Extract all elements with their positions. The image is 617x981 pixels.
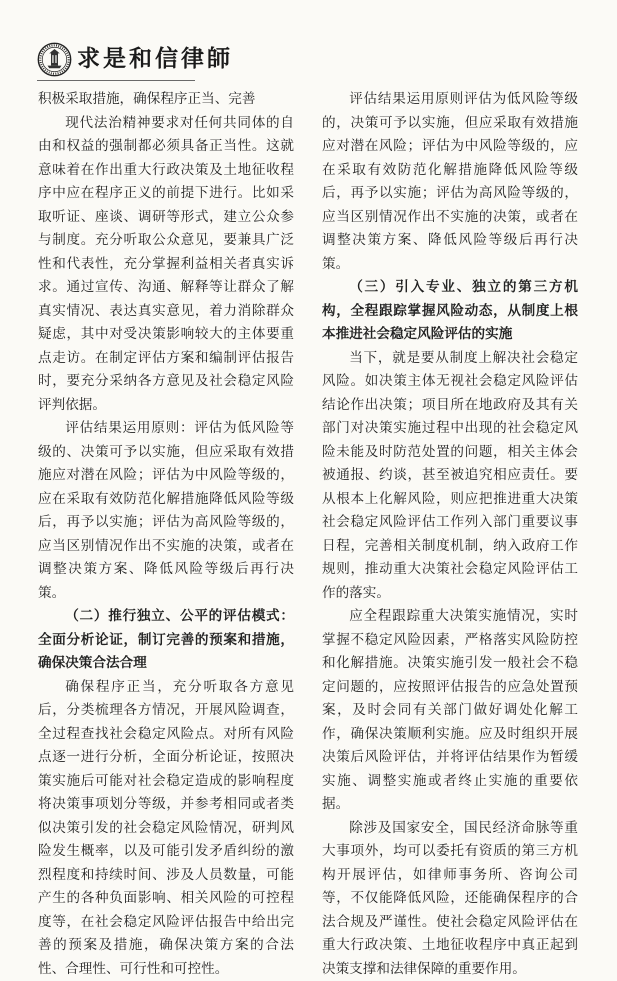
body-paragraph: 评估结果运用原则评估为低风险等级的，决策可予以实施，但应采取有效措施应对潜在风险；评估为中风险等级的，应在采取有效防范化解措施降低风险等级后，再予以实施；评估为高风险等级的，应当区别情况作出不实施的决策，或者在调整决策方案、降低风险等级后再行决策。 [322, 88, 578, 276]
right-text-column [322, 88, 578, 981]
page-header [0, 0, 617, 88]
body-paragraph: 除涉及国家安全，国民经济命脉等重大事项外，均可以委托有资质的第三方机构开展评估，如律师事务所、咨询公司等，不仅能降低风险，还能确保程序的合法合规及严谨性。使社会稳定风险评估在重大行政决策、土地征收程序中真正起到决策支撑和法律保障的重要作用。 [322, 817, 578, 981]
brand-title: 求是和信律師 [77, 45, 233, 73]
body-paragraph: 当下，就是要从制度上解决社会稳定风险。如决策主体无视社会稳定风险评估结论作出决策；项目所在地政府及其有关部门对决策实施过程中出现的社会稳定风险未能及时防范处置的问题，相关主体会被通报、约谈，甚至被追究相应责任。要从根本上化解风险，则应把推进重大决策社会稳定风险评估工作列入部门重要议事日程，完善相关制度机制，纳入政府工作规则，推动重大决策社会稳定风险评估工作的落实。 [322, 347, 578, 606]
body-paragraph: 现代法治精神要求对任何共同体的自由和权益的强制都必须具备正当性。这就意味着在作出重大行政决策及土地征收程序中应在程序正义的前提下进行。比如采取听证、座谈、调研等形式，建立公众参与制度。充分听取公众意见，要兼具广泛性和代表性，充分掌握利益相关者真实诉求。通过宣传、沟通、解释等让群众了解真实情况、表达真实意见，着力消除群众疑虑，其中对受决策影响较大的主体要重点走访。在制定评估方案和编制评估报告时，要充分采纳各方意见及社会稳定风险评判依据。 [38, 112, 294, 418]
body-paragraph: 应全程跟踪重大决策实施情况，实时掌握不稳定风险因素，严格落实风险防控和化解措施。决策实施引发一般社会不稳定问题的，应按照评估报告的应急处置预案，及时会同有关部门做好调处化解工作，确保决策顺利实施。应及时组织开展决策后风险评估，并将评估结果作为暂缓实施、调整实施或者终止实施的重要依据。 [322, 605, 578, 817]
header-divider [37, 80, 195, 81]
left-text-column [38, 88, 294, 981]
body-paragraph: 评估结果运用原则：评估为低风险等级的、决策可予以实施，但应采取有效措施应对潜在风险；评估为中风险等级的，应在采取有效防范化解措施降低风险等级后，再予以实施；评估为高风险等级的，应当区别情况作出不实施的决策，或者在调整决策方案、降低风险等级后再行决策。 [38, 417, 294, 605]
section-heading: （三）引入专业、独立的第三方机构，全程跟踪掌握风险动态，从制度上根本推进社会稳定风险评估的实施 [322, 276, 578, 347]
body-paragraph: 确保程序正当，充分听取各方意见后，分类梳理各方情况，开展风险调查，全过程查找社会稳定风险点。对所有风险点逐一进行分析，全面分析论证，按照决策实施后可能对社会稳定造成的影响程度将决策事项划分等级，并参考相同或者类似决策引发的社会稳定风险情况，研判风险发生概率，以及可能引发矛盾纠纷的激烈程度和持续时间、涉及人员数量，可能产生的各种负面影响、相关风险的可控程度等，在社会稳定风险评估报告中给出完善的预案及措施，确保决策方案的合法性、合理性、可行性和可控性。 [38, 676, 294, 981]
section-heading: （二）推行独立、公平的评估模式：全面分析论证，制订完善的预案和措施，确保决策合法合理 [38, 605, 294, 676]
seal-logo-icon [37, 42, 72, 77]
body-paragraph: 积极采取措施，确保程序正当、完善 [38, 88, 294, 112]
